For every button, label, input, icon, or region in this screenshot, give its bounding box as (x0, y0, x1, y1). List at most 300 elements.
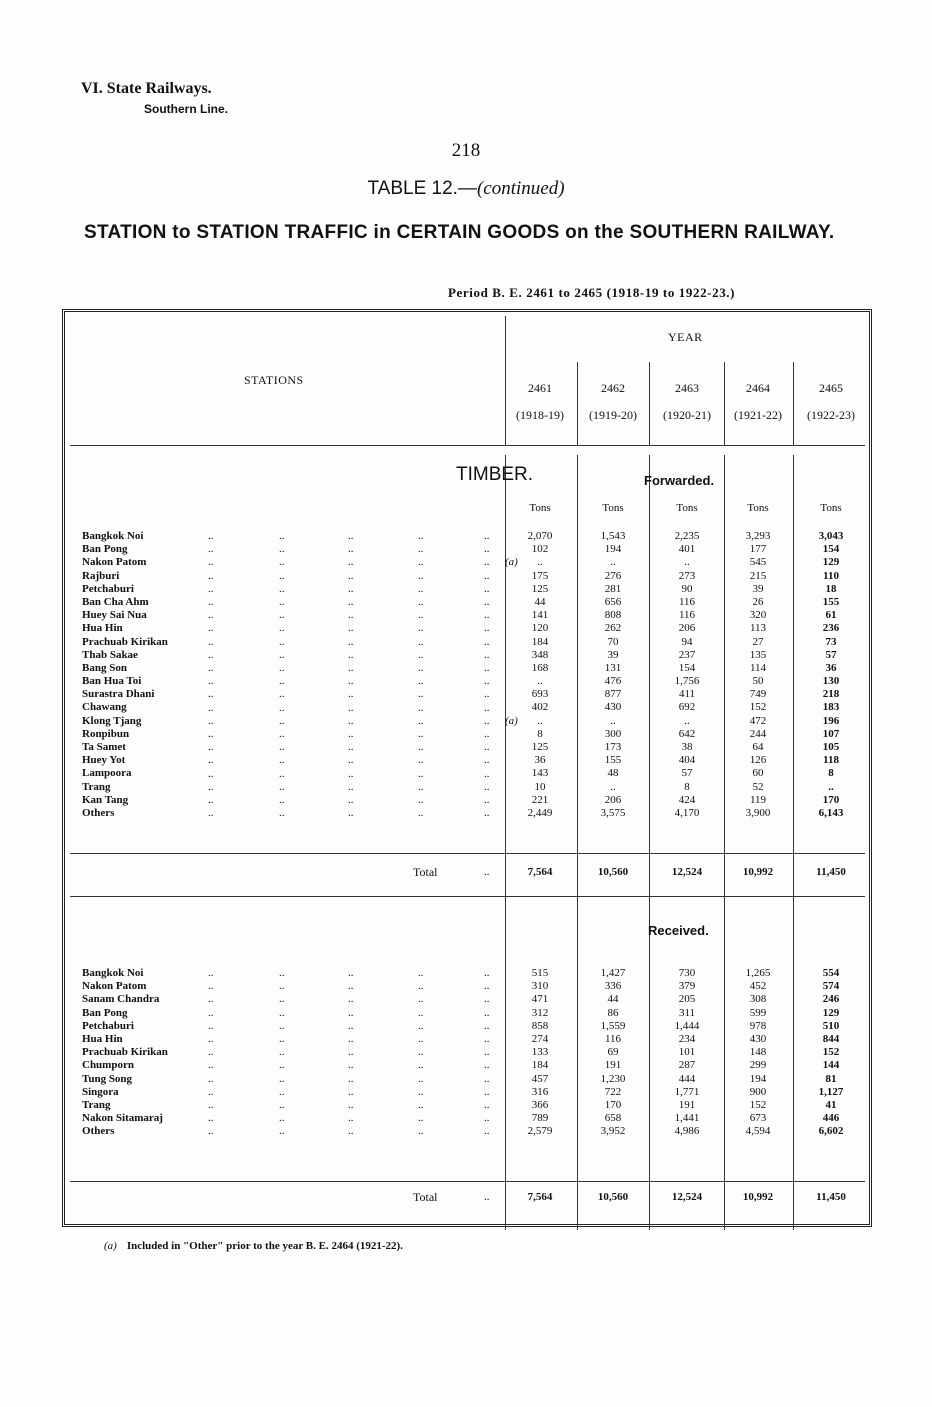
table-cell: 177 (749, 543, 767, 556)
table-cell: .. (828, 780, 834, 793)
table-cell: 36 (825, 661, 837, 674)
table-cell: 730 (678, 967, 696, 979)
leader-dots: .. (484, 543, 490, 556)
table-cell: 858 (531, 1019, 549, 1032)
year-ad: (1922-23) (807, 408, 855, 422)
leader-dots: .. (208, 741, 214, 754)
leader-dots: .. (348, 1019, 354, 1032)
note-a-mark: (a) (505, 556, 518, 569)
table-cell: 236 (822, 622, 840, 635)
leader-dots: .. (418, 754, 424, 767)
table-cell: 234 (678, 1032, 696, 1045)
table-cell: 287 (678, 1059, 696, 1072)
leader-dots: .. (484, 675, 490, 688)
table-cell: 599 (749, 1006, 767, 1019)
rule-v (577, 455, 578, 1230)
year-be: 2461 (528, 381, 552, 395)
received-label: Received. (648, 923, 709, 938)
table-cell: 693 (531, 688, 549, 701)
leader-dots: .. (208, 767, 214, 780)
table-cell: 116 (604, 1032, 622, 1045)
table-cell: 57 (825, 648, 837, 661)
table-cell: 18 (825, 582, 837, 595)
leader-dots: .. (279, 530, 285, 542)
leader-dots: .. (279, 1033, 285, 1045)
leader-dots: .. (348, 980, 354, 993)
leader-dots: .. (484, 1033, 490, 1045)
leader-dots: .. (348, 1072, 354, 1085)
leader-dots: .. (208, 980, 214, 993)
table-cell: 48 (607, 767, 619, 780)
table-cell: 183 (822, 701, 840, 714)
leader-dots: .. (348, 807, 354, 820)
table-cell: 4,594 (745, 1125, 771, 1138)
table-cell: 152 (749, 1098, 767, 1111)
leader-dots: .. (348, 1033, 354, 1045)
leader-dots: .. (208, 635, 214, 648)
leader-dots: .. (418, 980, 424, 993)
table-cell: 60 (752, 767, 764, 780)
table-cell: 81 (825, 1072, 837, 1085)
year-be: 2463 (675, 381, 699, 395)
table-cell: .. (684, 714, 690, 727)
station-name: Chumporn (82, 1059, 134, 1072)
leader-dots: .. (208, 648, 214, 661)
table-cell: 126 (749, 754, 767, 767)
station-name: Hua Hin (82, 622, 123, 635)
table-cell: 262 (604, 622, 622, 635)
table-cell: 411 (678, 688, 696, 701)
leader-dots: .. (484, 807, 490, 820)
table-cell: 184 (531, 635, 549, 648)
station-name: Ronpibun (82, 727, 130, 740)
table-cell: 3,575 (600, 806, 626, 819)
table-cell: 114 (749, 661, 767, 674)
station-name: Bangkok Noi (82, 967, 144, 979)
table-cell: 119 (749, 793, 767, 806)
leader-dots: .. (418, 728, 424, 740)
leader-dots: .. (208, 1019, 214, 1032)
leader-dots: .. (279, 754, 285, 767)
table-cell: 673 (749, 1112, 767, 1125)
rule-v (793, 362, 794, 446)
table-cell: 105 (822, 741, 840, 753)
station-name: Trang (82, 1098, 111, 1111)
leader-dots: .. (279, 1059, 285, 1072)
year-be: 2465 (819, 381, 843, 395)
table-cell: 274 (531, 1032, 549, 1045)
station-name: Ban Cha Ahm (82, 595, 149, 608)
table-cell: .. (537, 675, 543, 688)
table-cell: 152 (822, 1046, 840, 1059)
table-cell: 154 (822, 543, 840, 556)
leader-dots: .. (418, 993, 424, 1006)
table-cell: 113 (749, 622, 767, 635)
table-cell: 194 (604, 543, 622, 556)
commodity-title: TIMBER. (456, 464, 534, 485)
leader-dots: .. (348, 648, 354, 661)
table-cell: 191 (678, 1098, 696, 1111)
leader-dots: .. (279, 1099, 285, 1111)
station-name: Hua Hin (82, 1032, 123, 1045)
leader-dots: .. (208, 714, 214, 727)
leader-dots: .. (484, 993, 490, 1006)
leader-dots: .. (418, 556, 424, 569)
station-name: Prachuab Kirikan (82, 635, 168, 648)
table-cell: 143 (531, 767, 549, 780)
leader-dots: .. (208, 569, 214, 582)
station-name: Ban Pong (82, 543, 128, 556)
leader-dots: .. (484, 662, 490, 674)
table-cell: 131 (604, 661, 622, 674)
leader-dots: .. (208, 543, 214, 556)
year-be: 2462 (601, 381, 625, 395)
leader-dots: .. (484, 967, 490, 979)
leader-dots: .. (418, 807, 424, 820)
leader-dots: .. (348, 794, 354, 806)
table-cell: 57 (681, 767, 693, 780)
leader-dots: .. (348, 569, 354, 582)
leader-dots: .. (279, 648, 285, 661)
value-column (797, 967, 865, 1138)
leader-dots: .. (279, 993, 285, 1006)
table-cell: 978 (749, 1019, 767, 1032)
table-cell: 120 (531, 622, 549, 635)
leader-dots: .. (418, 635, 424, 648)
leader-dots: .. (484, 767, 490, 780)
table-cell: 205 (678, 993, 696, 1006)
leader-dots: .. (484, 622, 490, 635)
leader-dots: .. (279, 980, 285, 993)
table-cell: 316 (531, 1085, 549, 1098)
table-cell: 2,449 (527, 806, 553, 819)
leader-dots: .. (279, 1072, 285, 1085)
leader-dots: .. (348, 530, 354, 542)
leader-dots: .. (484, 1099, 490, 1111)
leader-dots: .. (348, 609, 354, 622)
value-column (579, 530, 647, 820)
leader-dots: .. (348, 543, 354, 556)
leader-dots: .. (348, 622, 354, 635)
leader-dots: .. (279, 701, 285, 714)
leader-dots: .. (418, 1019, 424, 1032)
leader-dots: .. (348, 1125, 354, 1138)
leader-dots: .. (279, 794, 285, 806)
leader-dots: .. (208, 1006, 214, 1019)
station-name: Huey Yot (82, 754, 126, 767)
table-cell: 194 (749, 1072, 767, 1085)
table-cell: 8 (537, 727, 543, 740)
leader-dots: .. (484, 794, 490, 806)
table-cell: 90 (681, 582, 693, 595)
table-cell: 206 (604, 793, 622, 806)
table-cell: 3,900 (745, 806, 771, 819)
table-cell: 52 (752, 780, 764, 793)
footnote-mark: (a) (104, 1240, 117, 1252)
value-column (724, 530, 792, 820)
rule-v (793, 455, 794, 1230)
leader-dots: .. (208, 1112, 214, 1125)
leader-dots: .. (279, 1019, 285, 1032)
leader-dots: .. (208, 807, 214, 820)
leader-dots: .. (418, 1033, 424, 1045)
leader-dots: .. (279, 1085, 285, 1098)
leader-dots: .. (418, 1125, 424, 1138)
leader-dots: .. (418, 662, 424, 674)
value-column (724, 967, 792, 1138)
table-cell: 8 (684, 780, 690, 793)
leader-dots: .. (484, 866, 490, 878)
leader-dots: .. (279, 543, 285, 556)
value-column (653, 967, 721, 1138)
leader-dots: .. (279, 728, 285, 740)
leader-dots: .. (484, 714, 490, 727)
leader-dots: .. (418, 967, 424, 979)
leader-dots: .. (418, 648, 424, 661)
station-name: Trang (82, 780, 111, 793)
year-ad: (1919-20) (589, 408, 637, 422)
table-cell: 472 (749, 714, 767, 727)
leader-dots: .. (279, 967, 285, 979)
leader-dots: .. (418, 714, 424, 727)
station-name: Nakon Patom (82, 980, 147, 993)
table-cell: 44 (607, 993, 619, 1006)
leader-dots: .. (484, 1019, 490, 1032)
table-cell: 168 (531, 661, 549, 674)
leader-dots: .. (279, 662, 285, 674)
station-name: Ban Hua Toi (82, 675, 142, 688)
leader-dots: .. (418, 1112, 424, 1125)
table-cell: 366 (531, 1098, 549, 1111)
leader-dots: .. (484, 1072, 490, 1085)
leader-dots: .. (418, 1085, 424, 1098)
table-cell: 101 (678, 1046, 696, 1059)
table-cell: 118 (823, 754, 839, 767)
table-cell: 129 (822, 556, 840, 569)
table-cell: 299 (749, 1059, 767, 1072)
leader-dots: .. (348, 1112, 354, 1125)
table-cell: 102 (531, 543, 549, 556)
leader-dots: .. (348, 701, 354, 714)
leader-dots: .. (348, 582, 354, 595)
leader-dots: .. (418, 530, 424, 542)
leader-dots: .. (348, 1046, 354, 1059)
table-cell: 1,444 (674, 1019, 700, 1032)
leader-dots: .. (348, 1099, 354, 1111)
leader-dots: .. (208, 609, 214, 622)
value-column (506, 967, 574, 1138)
rule-h (70, 445, 865, 446)
table-cell: 402 (531, 701, 549, 714)
table-cell: .. (610, 714, 616, 727)
unit-label: Tons (676, 502, 698, 514)
rule-h (70, 896, 865, 897)
table-cell: 6,143 (818, 806, 844, 819)
station-name: Prachuab Kirikan (82, 1046, 168, 1059)
leader-dots: .. (208, 701, 214, 714)
table-label: TABLE 12.— (367, 178, 477, 199)
station-name: Kan Tang (82, 793, 129, 806)
leader-dots: .. (418, 582, 424, 595)
table-cell: 424 (678, 793, 696, 806)
table-cell: 476 (604, 675, 622, 688)
leader-dots: .. (348, 767, 354, 780)
leader-dots: .. (279, 1112, 285, 1125)
table-cell: 130 (822, 675, 840, 688)
leader-dots: .. (279, 688, 285, 701)
leader-dots: .. (484, 980, 490, 993)
table-cell: 1,543 (600, 530, 626, 542)
leader-dots: .. (348, 1059, 354, 1072)
station-name: Singora (82, 1085, 119, 1098)
leader-dots: .. (418, 1059, 424, 1072)
table-cell: 38 (681, 741, 693, 753)
table-cell: 246 (822, 993, 840, 1006)
table-cell: 401 (678, 543, 696, 556)
total-value: 12,524 (671, 866, 703, 878)
footnote (104, 1240, 403, 1252)
leader-dots: .. (208, 622, 214, 635)
table-cell: 300 (604, 727, 622, 740)
table-cell: 61 (825, 609, 837, 622)
table-cell: 237 (678, 648, 696, 661)
station-name: Huey Sai Nua (82, 609, 147, 622)
table-cell: 722 (604, 1085, 622, 1098)
table-cell: 94 (681, 635, 693, 648)
table-cell: 64 (752, 741, 764, 753)
total-value: 7,564 (527, 866, 553, 878)
table-cell: 170 (604, 1098, 622, 1111)
leader-dots: .. (418, 622, 424, 635)
table-cell: 312 (531, 1006, 549, 1019)
leader-dots: .. (418, 794, 424, 806)
total-label: Total (413, 865, 438, 879)
table-cell: 3,043 (818, 530, 844, 542)
station-name: Tung Song (82, 1072, 133, 1085)
table-cell: 1,559 (600, 1019, 626, 1032)
table-cell: 844 (822, 1032, 840, 1045)
leader-dots: .. (208, 1072, 214, 1085)
leader-dots: .. (348, 556, 354, 569)
table-cell: 310 (531, 980, 549, 993)
table-cell: 70 (607, 635, 619, 648)
table-cell: 244 (749, 727, 767, 740)
table-cell: 789 (531, 1112, 549, 1125)
table-cell: .. (684, 556, 690, 569)
table-cell: 4,170 (674, 806, 700, 819)
table-cell: 1,265 (745, 967, 771, 979)
rule-h (70, 853, 865, 854)
station-name: Surastra Dhani (82, 688, 155, 701)
leader-dots: .. (208, 754, 214, 767)
table-cell: .. (610, 556, 616, 569)
leader-dots: .. (348, 754, 354, 767)
leader-dots: .. (348, 675, 354, 688)
leader-dots: .. (348, 780, 354, 793)
table-cell: 39 (752, 582, 764, 595)
page-number: 218 (451, 140, 481, 161)
leader-dots: .. (348, 1085, 354, 1098)
subsection-title: Southern Line. (144, 102, 228, 116)
leader-dots: .. (208, 780, 214, 793)
table-cell: 129 (822, 1006, 840, 1019)
leader-dots: .. (208, 556, 214, 569)
total-value: 10,560 (597, 866, 629, 878)
unit-label: Tons (529, 502, 551, 514)
table-cell: 3,952 (600, 1125, 626, 1138)
leader-dots: .. (418, 1099, 424, 1111)
station-name: Others (82, 806, 115, 819)
total-value: 7,564 (527, 1191, 553, 1203)
table-cell: 877 (604, 688, 622, 701)
leader-dots: .. (418, 1072, 424, 1085)
table-cell: 308 (749, 993, 767, 1006)
leader-dots: .. (348, 635, 354, 648)
table-cell: 39 (607, 648, 619, 661)
leader-dots: .. (348, 1006, 354, 1019)
section-title: VI. State Railways. (81, 80, 212, 97)
table-cell: 457 (531, 1072, 549, 1085)
leader-dots: .. (484, 1112, 490, 1125)
table-cell: 1,771 (674, 1085, 700, 1098)
table-cell: 41 (825, 1098, 837, 1111)
leader-dots: .. (348, 688, 354, 701)
table-cell: 154 (678, 661, 696, 674)
table-cell: 642 (678, 727, 696, 740)
leader-dots: .. (208, 688, 214, 701)
leader-dots: .. (348, 967, 354, 979)
leader-dots: .. (279, 1125, 285, 1138)
year-ad: (1918-19) (516, 408, 564, 422)
table-cell: 107 (822, 727, 840, 740)
table-cell: 1,441 (674, 1112, 700, 1125)
leader-dots: .. (484, 556, 490, 569)
station-name: Petchaburi (82, 582, 134, 595)
table-cell: 173 (604, 741, 622, 753)
table-cell: 1,756 (674, 675, 700, 688)
table-cell: 1,427 (600, 967, 626, 979)
leader-dots: .. (484, 1059, 490, 1072)
total-value: 10,560 (597, 1191, 629, 1203)
table-cell: 900 (749, 1085, 767, 1098)
leader-dots: .. (418, 569, 424, 582)
table-cell: 133 (531, 1046, 549, 1059)
leader-dots: .. (484, 569, 490, 582)
table-cell: 170 (822, 793, 840, 806)
forwarded-label: Forwarded. (644, 473, 715, 488)
table-cell: 692 (678, 701, 696, 714)
leader-dots: .. (484, 596, 490, 608)
table-cell: 8 (828, 767, 834, 780)
table-cell: 175 (531, 569, 549, 582)
leader-dots: .. (484, 609, 490, 622)
table-cell: 510 (822, 1019, 840, 1032)
table-cell: 6,602 (818, 1125, 844, 1138)
main-title: STATION to STATION TRAFFIC in CERTAIN GOODS on the SOUTHERN RAILWAY. (84, 222, 835, 243)
leader-dots: .. (418, 609, 424, 622)
leader-dots: .. (208, 662, 214, 674)
station-name: Ta Samet (82, 741, 126, 753)
table-cell: .. (537, 714, 543, 727)
leader-dots: .. (484, 1006, 490, 1019)
leader-dots: .. (484, 728, 490, 740)
station-name: Sanam Chandra (82, 993, 160, 1006)
station-name: Others (82, 1125, 115, 1138)
leader-dots: .. (418, 688, 424, 701)
table-cell: 320 (749, 609, 767, 622)
leader-dots: .. (208, 596, 214, 608)
total-value: 11,450 (816, 866, 846, 878)
